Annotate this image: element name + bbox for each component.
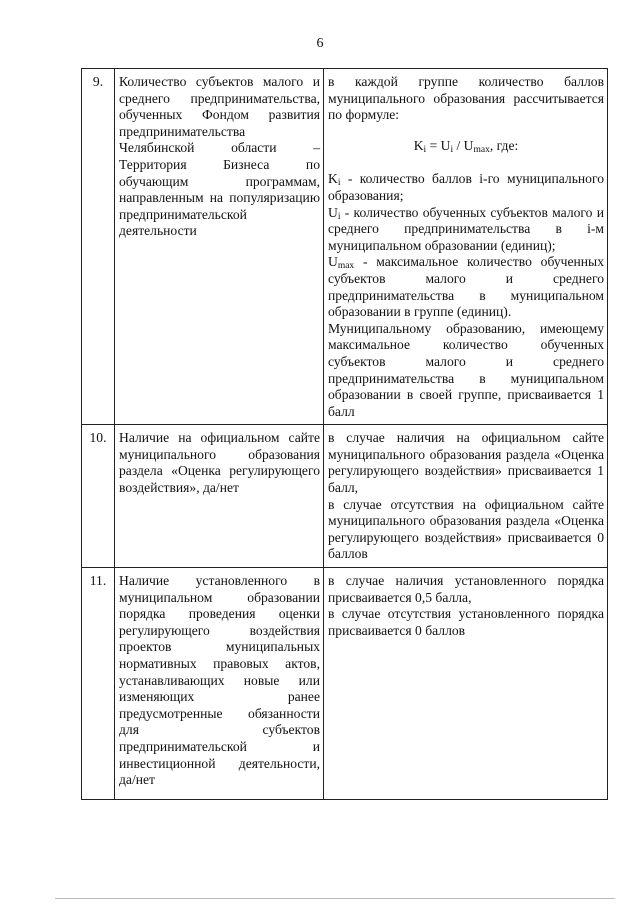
rule-absent: в случае отсутствия установленного порядка присваивается 0 баллов	[328, 606, 604, 638]
formula: $K_i = U_i / U_{max}$, где:	[413, 137, 519, 155]
criterion-name: Количество субъектов малого и среднего предпринимательства, обученных Фондом развития предпринимательства Челябинской области – Территория Бизнеса по обучающим программам, направленным на популяризацию предпринимательской деятельности	[115, 69, 324, 425]
scoring-rule	[324, 425, 608, 568]
criterion-name: Наличие установленного в муниципальном образовании порядка проведения оценки регулирующего воздействия проектов муниципальных нормативных правовых актов, устанавливающих новые или изменяющих ранее предусмотренные обязанности для субъектов предпринимательской и инвестиционной деятельности, да/нет	[115, 568, 324, 800]
scoring-rule	[324, 69, 608, 425]
definition-k: $K_i$ - количество баллов i-го муниципального образования;	[328, 171, 604, 203]
rule-present: в случае наличия на официальном сайте муниципального образования раздела «Оценка регулирующего воздействия» присваивается 1 балл,	[328, 430, 604, 496]
page-number: 6	[316, 36, 324, 51]
rule-intro: в каждой группе количество баллов муниципального образования рассчитывается по формуле:	[328, 74, 604, 123]
table-row	[82, 568, 608, 800]
table-row	[82, 425, 608, 568]
row-number: 10.	[82, 425, 115, 568]
criteria-table	[81, 68, 608, 800]
rule-absent: в случае отсутствия на официальном сайте муниципального образования раздела «Оценка регулирующего воздействия» присваивается 0 баллов	[328, 496, 604, 562]
row-number: 11.	[82, 568, 115, 800]
rule-present: в случае наличия установленного порядка присваивается 0,5 балла,	[328, 573, 604, 605]
page-bottom-edge	[55, 898, 615, 899]
row-number: 9.	[82, 69, 115, 425]
table-row	[82, 69, 608, 425]
definition-u: $U_i$ - количество обученных субъектов малого и среднего предпринимательства в i-м муниципальном образовании (единиц);	[328, 204, 604, 253]
definition-umax: $U_{max}$ - максимальное количество обученных субъектов малого и среднего предпринимательства в муниципальном образовании в группе (единиц).	[328, 254, 604, 320]
scoring-rule	[324, 568, 608, 800]
criterion-name: Наличие на официальном сайте муниципального образования раздела «Оценка регулирующего воздействия», да/нет	[115, 425, 324, 568]
rule-closing: Муниципальному образованию, имеющему максимальное количество обученных субъектов малого и среднего предпринимательства в муниципальном образовании в своей группе, присваивается 1 балл	[328, 320, 604, 419]
